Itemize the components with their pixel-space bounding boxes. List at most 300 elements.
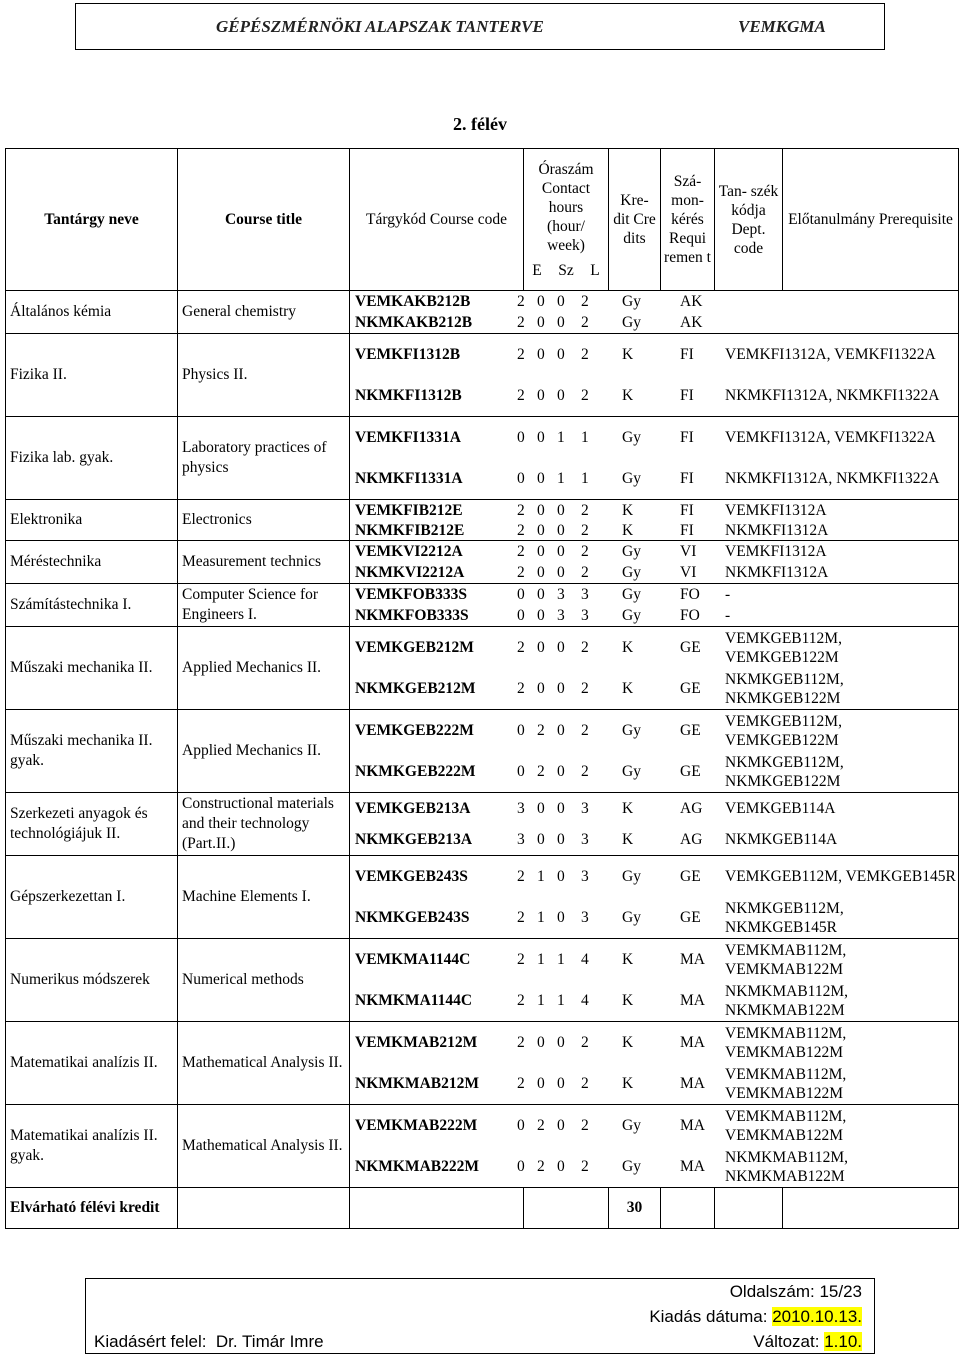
course-code: NKMKMAB222M: [355, 1158, 479, 1175]
course-name: Szerkezeti anyagok és technológiájuk II.: [6, 793, 178, 856]
code-entry: [350, 334, 958, 375]
course-row: [6, 417, 959, 500]
course-name: Méréstechnika: [6, 541, 178, 584]
credits: 2: [581, 543, 589, 560]
prerequisite: VEMKGEB112M, VEMKGEB145R: [725, 868, 956, 885]
course-title: Physics II.: [178, 334, 350, 417]
hours-sz: 0: [537, 586, 545, 603]
requirement: Gy: [622, 1158, 641, 1175]
code-entry: [350, 1146, 958, 1187]
hours-sz: 2: [537, 1117, 545, 1134]
course-row: [6, 627, 959, 710]
dept-code: AK: [680, 293, 703, 310]
credits: 1: [581, 429, 589, 446]
credits: 2: [581, 722, 589, 739]
hours-l: 0: [557, 763, 565, 780]
requirement: K: [622, 501, 634, 519]
course-name: Műszaki mechanika II.: [6, 627, 178, 710]
code-entry: [350, 710, 958, 751]
hours-sz: 0: [537, 521, 545, 539]
course-code: NKMKMAB212M: [355, 1075, 479, 1092]
hours-l: 3: [557, 607, 565, 624]
credits: 2: [581, 763, 589, 780]
hours-sz: 1: [537, 992, 545, 1009]
code-entry: [350, 417, 958, 458]
course-row: [6, 710, 959, 793]
version-value: 1.10.: [824, 1332, 862, 1351]
prerequisite: VEMKGEB112M, VEMKGEB122M: [725, 629, 842, 666]
course-row: [6, 856, 959, 939]
course-title: Laboratory practices of physics: [178, 417, 350, 500]
dept-code: GE: [680, 680, 701, 697]
dept-code: GE: [680, 639, 701, 656]
col-hours-l: L: [590, 261, 600, 279]
dept-code: MA: [680, 992, 705, 1009]
hours-e: 0: [517, 470, 525, 487]
hours-e: 0: [517, 607, 525, 624]
dept-code: FI: [680, 521, 694, 539]
credits: 3: [581, 831, 589, 848]
hours-sz: 0: [537, 639, 545, 656]
course-code: VEMKGEB222M: [355, 722, 474, 739]
course-name: Műszaki mechanika II. gyak.: [6, 710, 178, 793]
prerequisite: VEMKFI1312A: [725, 543, 827, 560]
hours-e: 2: [517, 951, 525, 968]
col-title: Course title: [178, 149, 350, 291]
hours-l: 0: [557, 800, 565, 817]
dept-code: VI: [680, 564, 697, 581]
hours-sz: 0: [537, 470, 545, 487]
header-title: GÉPÉSZMÉRNÖKI ALAPSZAK TANTERVE: [216, 16, 544, 36]
requirement: Gy: [622, 607, 641, 624]
hours-l: 0: [557, 293, 565, 310]
course-codes: [350, 627, 959, 710]
course-code: NKMKVI2212A: [355, 564, 465, 581]
hours-e: 2: [517, 521, 525, 539]
course-code: VEMKMA1144C: [355, 951, 471, 968]
hours-e: 2: [517, 543, 525, 560]
course-row: [6, 1105, 959, 1188]
requirement: K: [622, 639, 634, 656]
dept-code: VI: [680, 543, 697, 560]
requirement: K: [622, 680, 634, 697]
credits: 3: [581, 607, 589, 624]
course-code: VEMKFIB212E: [355, 501, 463, 519]
course-row: [6, 291, 959, 334]
requirement: K: [622, 1075, 634, 1092]
hours-sz: 0: [537, 564, 545, 581]
hours-e: 2: [517, 314, 525, 331]
hours-e: 0: [517, 763, 525, 780]
credits: 3: [581, 868, 589, 885]
prerequisite: VEMKFI1312A, VEMKFI1322A: [725, 346, 936, 363]
hours-e: 2: [517, 909, 525, 926]
code-entry: [350, 824, 958, 855]
footer-page: [730, 1279, 862, 1304]
code-entry: [350, 897, 958, 938]
prerequisite: NKMKGEB114A: [725, 831, 838, 848]
hours-sz: 0: [537, 1075, 545, 1092]
requirement: Gy: [622, 868, 641, 885]
code-entry: [350, 584, 958, 605]
credits: 3: [581, 909, 589, 926]
dept-code: GE: [680, 909, 701, 926]
course-codes: [350, 856, 959, 939]
hours-sz: 0: [537, 800, 545, 817]
course-code: VEMKGEB243S: [355, 868, 468, 885]
hours-sz: 0: [537, 314, 545, 331]
requirement: Gy: [622, 586, 641, 603]
course-title: Mathematical Analysis II.: [178, 1022, 350, 1105]
course-title: Mathematical Analysis II.: [178, 1105, 350, 1188]
course-row: [6, 541, 959, 584]
credits: 2: [581, 314, 589, 331]
hours-sz: 1: [537, 951, 545, 968]
course-code: VEMKFOB333S: [355, 586, 467, 603]
code-entry: [350, 500, 958, 520]
requirement: K: [622, 831, 634, 848]
hours-l: 1: [557, 992, 565, 1009]
prerequisite: VEMKGEB114A: [725, 800, 836, 817]
footer-date: [649, 1304, 862, 1329]
semester-title: 2. félév: [453, 114, 507, 134]
requirement: Gy: [622, 470, 641, 487]
course-code: NKMKGEB243S: [355, 909, 470, 926]
course-title: Applied Mechanics II.: [178, 710, 350, 793]
course-name: Matematikai analízis II.: [6, 1022, 178, 1105]
requirement: K: [622, 521, 634, 539]
course-name: Gépszerkezettan I.: [6, 856, 178, 939]
hours-e: 0: [517, 429, 525, 446]
code-entry: [350, 856, 958, 897]
course-codes: [350, 1022, 959, 1105]
page-footer: [85, 1278, 875, 1354]
course-title: Numerical methods: [178, 939, 350, 1022]
hours-l: 1: [557, 429, 565, 446]
prerequisite: NKMKFI1312A: [725, 521, 829, 539]
requirement: Gy: [622, 429, 641, 446]
hours-l: 0: [557, 1034, 565, 1051]
prerequisite: VEMKMAB112M, VEMKMAB122M: [725, 1065, 847, 1102]
dept-code: FI: [680, 346, 694, 363]
requirement: K: [622, 387, 634, 404]
dept-code: GE: [680, 868, 701, 885]
hours-e: 0: [517, 1117, 525, 1134]
course-codes: [350, 291, 959, 334]
dept-code: FO: [680, 607, 700, 624]
hours-e: 0: [517, 586, 525, 603]
hours-sz: 0: [537, 429, 545, 446]
total-empty-hours: [524, 1188, 609, 1229]
hours-l: 3: [557, 586, 565, 603]
prerequisite: VEMKFI1312A: [725, 501, 827, 519]
course-title: Computer Science for Engineers I.: [178, 584, 350, 627]
requirement: K: [622, 346, 634, 363]
code-entry: [350, 375, 958, 416]
prerequisite: -: [725, 586, 731, 603]
course-row: [6, 334, 959, 417]
col-exam: Szá- mon- kérés Requi remen t: [661, 149, 715, 291]
course-code: VEMKFI1312B: [355, 346, 461, 363]
total-label: Elvárható félévi kredit: [6, 1188, 178, 1229]
hours-l: 0: [557, 521, 565, 539]
dept-code: MA: [680, 1034, 705, 1051]
course-code: VEMKAKB212B: [355, 293, 471, 310]
code-entry: [350, 751, 958, 792]
code-entry: [350, 312, 958, 333]
col-code: Tárgykód Course code: [350, 149, 524, 291]
curriculum-body: [6, 291, 959, 1229]
course-code: NKMKGEB222M: [355, 763, 476, 780]
dept-code: AG: [680, 831, 703, 848]
prerequisite: NKMKMAB112M, NKMKMAB122M: [725, 982, 849, 1019]
course-name: Számítástechnika I.: [6, 584, 178, 627]
requirement: Gy: [622, 1117, 641, 1134]
prerequisite: NKMKMAB112M, NKMKMAB122M: [725, 1148, 849, 1185]
total-credits: 30: [609, 1188, 661, 1229]
dept-code: MA: [680, 951, 705, 968]
code-entry: [350, 291, 958, 312]
course-codes: [350, 793, 959, 856]
hours-sz: 1: [537, 909, 545, 926]
requirement: K: [622, 951, 634, 968]
credits: 2: [581, 293, 589, 310]
hours-l: 0: [557, 831, 565, 848]
hours-e: 2: [517, 680, 525, 697]
hours-sz: 0: [537, 543, 545, 560]
hours-sz: 0: [537, 607, 545, 624]
dept-code: FI: [680, 429, 694, 446]
prerequisite: VEMKFI1312A, VEMKFI1322A: [725, 429, 936, 446]
hours-l: 0: [557, 387, 565, 404]
hours-sz: 2: [537, 722, 545, 739]
hours-e: 3: [517, 800, 525, 817]
hours-l: 0: [557, 1075, 565, 1092]
course-codes: [350, 417, 959, 500]
hours-e: 0: [517, 1158, 525, 1175]
course-code: NKMKAKB212B: [355, 314, 473, 331]
hours-e: 2: [517, 1034, 525, 1051]
date-label: Kiadás dátuma:: [649, 1307, 768, 1326]
prerequisite: -: [725, 607, 731, 624]
course-title: Machine Elements I.: [178, 856, 350, 939]
hours-e: 2: [517, 293, 525, 310]
hours-e: 2: [517, 639, 525, 656]
col-hours-sub: [524, 261, 608, 280]
dept-code: FI: [680, 501, 694, 519]
hours-e: 2: [517, 501, 525, 519]
hours-sz: 0: [537, 680, 545, 697]
hours-sz: 0: [537, 346, 545, 363]
credits: 2: [581, 639, 589, 656]
code-entry: [350, 980, 958, 1021]
prerequisite: NKMKGEB112M, NKMKGEB145R: [725, 899, 844, 936]
code-entry: [350, 562, 958, 583]
dept-code: AK: [680, 314, 703, 331]
prerequisite: VEMKMAB112M, VEMKMAB122M: [725, 1107, 847, 1144]
hours-e: 2: [517, 387, 525, 404]
total-empty-title: [178, 1188, 350, 1229]
code-entry: [350, 541, 958, 562]
hours-l: 0: [557, 314, 565, 331]
footer-version: [753, 1329, 862, 1354]
hours-l: 0: [557, 564, 565, 581]
course-name: Általános kémia: [6, 291, 178, 334]
total-empty-exam: [661, 1188, 715, 1229]
hours-e: 3: [517, 831, 525, 848]
course-name: Matematikai analízis II. gyak.: [6, 1105, 178, 1188]
code-entry: [350, 1022, 958, 1063]
course-name: Elektronika: [6, 500, 178, 541]
hours-l: 0: [557, 501, 565, 519]
course-code: NKMKFIB212E: [355, 521, 465, 539]
hours-e: 2: [517, 346, 525, 363]
col-credits: Kre- dit Cre dits: [609, 149, 661, 291]
course-codes: [350, 1105, 959, 1188]
course-code: VEMKGEB213A: [355, 800, 471, 817]
page-label: Oldalszám:: [729, 1282, 815, 1301]
hours-sz: 0: [537, 293, 545, 310]
date-value: 2010.10.13.: [772, 1307, 862, 1326]
col-hours-sz: Sz: [558, 261, 574, 279]
dept-code: FO: [680, 586, 700, 603]
code-entry: [350, 939, 958, 980]
course-row: [6, 1022, 959, 1105]
course-codes: [350, 334, 959, 417]
requirement: Gy: [622, 543, 641, 560]
course-name: Fizika lab. gyak.: [6, 417, 178, 500]
hours-l: 0: [557, 909, 565, 926]
course-code: VEMKGEB212M: [355, 639, 474, 656]
course-title: Measurement technics: [178, 541, 350, 584]
course-codes: [350, 500, 959, 541]
credits: 2: [581, 1075, 589, 1092]
hours-e: 2: [517, 1075, 525, 1092]
course-row: [6, 500, 959, 541]
dept-code: GE: [680, 722, 701, 739]
course-codes: [350, 541, 959, 584]
hours-l: 0: [557, 722, 565, 739]
course-title: General chemistry: [178, 291, 350, 334]
course-code: VEMKFI1331A: [355, 429, 461, 446]
hours-e: 0: [517, 722, 525, 739]
credits: 4: [581, 992, 589, 1009]
dept-code: GE: [680, 763, 701, 780]
course-row: [6, 793, 959, 856]
dept-code: AG: [680, 800, 703, 817]
course-name: Numerikus módszerek: [6, 939, 178, 1022]
hours-l: 0: [557, 868, 565, 885]
version-label: Változat:: [753, 1332, 820, 1351]
hours-sz: 0: [537, 1034, 545, 1051]
prerequisite: NKMKFI1312A: [725, 564, 829, 581]
prerequisite: VEMKGEB112M, VEMKGEB122M: [725, 712, 842, 749]
requirement: K: [622, 1034, 634, 1051]
credits: 4: [581, 951, 589, 968]
code-entry: [350, 520, 958, 540]
credits: 2: [581, 346, 589, 363]
prerequisite: [725, 312, 958, 333]
dept-code: MA: [680, 1117, 705, 1134]
code-entry: [350, 627, 958, 668]
course-name: Fizika II.: [6, 334, 178, 417]
course-code: NKMKGEB212M: [355, 680, 476, 697]
dept-code: FI: [680, 470, 694, 487]
credits: 2: [581, 1158, 589, 1175]
total-empty-code: [350, 1188, 524, 1229]
requirement: Gy: [622, 722, 641, 739]
requirement: Gy: [622, 314, 641, 331]
course-title: Applied Mechanics II.: [178, 627, 350, 710]
prerequisite: VEMKMAB112M, VEMKMAB122M: [725, 1024, 847, 1061]
dept-code: MA: [680, 1075, 705, 1092]
footer-responsible: Kiadásért felel: Dr. Timár Imre: [94, 1332, 324, 1351]
course-title: Constructional materials and their technology (Part.II.): [178, 793, 350, 856]
hours-l: 1: [557, 951, 565, 968]
col-name: Tantárgy neve: [6, 149, 178, 291]
hours-l: 0: [557, 1158, 565, 1175]
page-number: 15/23: [819, 1282, 862, 1301]
total-empty-dept: [715, 1188, 783, 1229]
course-code: NKMKFOB333S: [355, 607, 469, 624]
requirement: Gy: [622, 564, 641, 581]
prerequisite: [725, 291, 958, 312]
code-entry: [350, 1105, 958, 1146]
course-code: NKMKFI1312B: [355, 387, 462, 404]
dept-code: FI: [680, 387, 694, 404]
hours-l: 0: [557, 639, 565, 656]
code-entry: [350, 668, 958, 709]
prerequisite: NKMKFI1312A, NKMKFI1322A: [725, 470, 940, 487]
credits: 2: [581, 564, 589, 581]
total-row: [6, 1188, 959, 1229]
code-entry: [350, 1063, 958, 1104]
hours-sz: 1: [537, 868, 545, 885]
credits: 3: [581, 586, 589, 603]
col-hours-e: E: [532, 261, 542, 279]
code-entry: [350, 793, 958, 824]
hours-l: 0: [557, 543, 565, 560]
requirement: K: [622, 800, 634, 817]
col-hours: [524, 149, 609, 291]
course-code: NKMKFI1331A: [355, 470, 463, 487]
course-code: VEMKVI2212A: [355, 543, 463, 560]
curriculum-table: [5, 148, 959, 1229]
hours-l: 0: [557, 680, 565, 697]
hours-sz: 0: [537, 387, 545, 404]
hours-sz: 2: [537, 763, 545, 780]
dept-code: MA: [680, 1158, 705, 1175]
credits: 2: [581, 501, 589, 519]
prerequisite: VEMKMAB112M, VEMKMAB122M: [725, 941, 847, 978]
col-dept: Tan- szék kódja Dept. code: [715, 149, 783, 291]
course-row: [6, 939, 959, 1022]
hours-l: 1: [557, 470, 565, 487]
hours-e: 2: [517, 868, 525, 885]
total-empty-prereq: [783, 1188, 959, 1229]
requirement: K: [622, 992, 634, 1009]
prerequisite: NKMKFI1312A, NKMKFI1322A: [725, 387, 940, 404]
hours-sz: 2: [537, 1158, 545, 1175]
course-code: VEMKMAB222M: [355, 1117, 478, 1134]
credits: 2: [581, 1034, 589, 1051]
course-code: NKMKMA1144C: [355, 992, 473, 1009]
prerequisite: NKMKGEB112M, NKMKGEB122M: [725, 753, 844, 790]
credits: 2: [581, 521, 589, 539]
hours-sz: 0: [537, 831, 545, 848]
course-title: Electronics: [178, 500, 350, 541]
credits: 2: [581, 1117, 589, 1134]
